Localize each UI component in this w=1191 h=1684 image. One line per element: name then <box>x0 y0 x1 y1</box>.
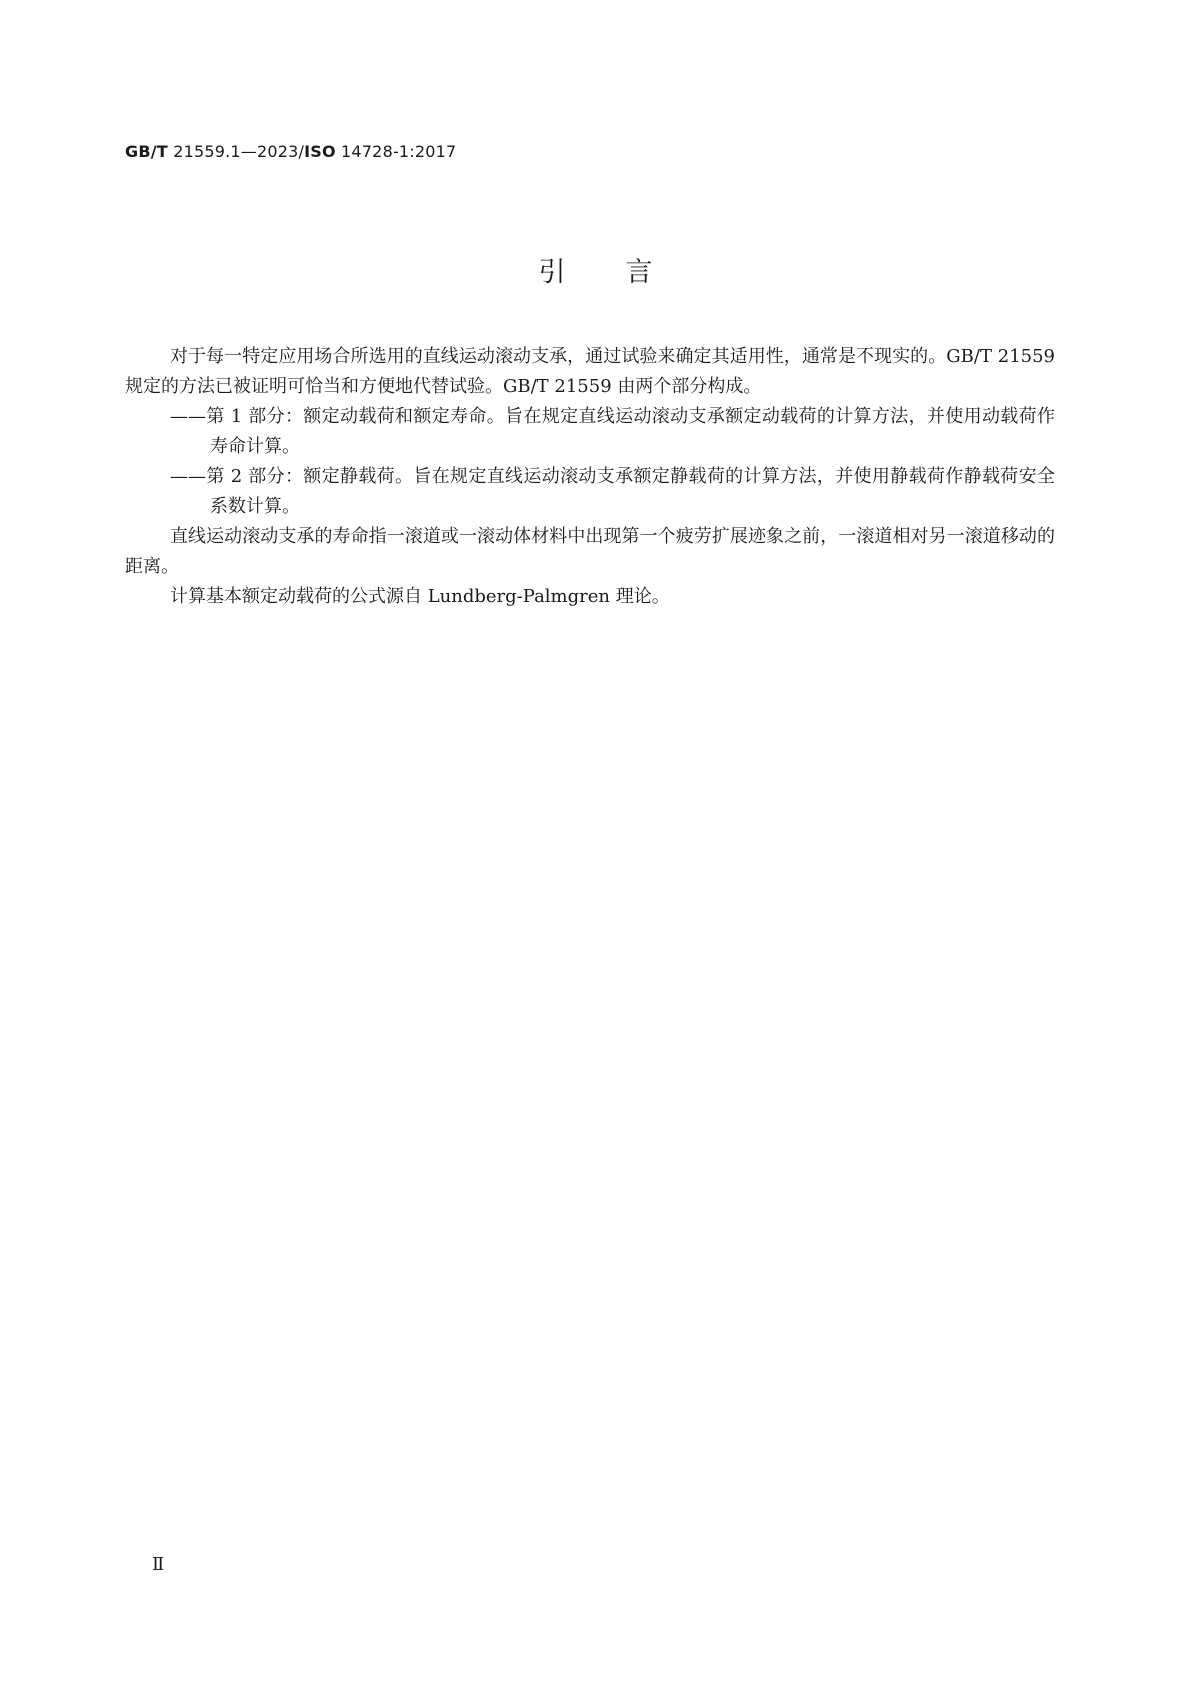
standard-code: GB/T <box>125 142 168 161</box>
paragraph-life-definition: 直线运动滚动支承的寿命指一滚道或一滚动体材料中出现第一个疲劳扩展迹象之前，一滚道相对另一滚道移动的距离。 <box>125 526 1055 577</box>
introduction-body <box>125 342 1055 612</box>
iso-number: 14728-1:2017 <box>341 142 457 161</box>
paragraph-intro: 对于每一特定应用场合所选用的直线运动滚动支承，通过试验来确定其适用性，通常是不现实的。GB/T 21559 规定的方法已被证明可恰当和方便地代替试验。GB/T 21559 由两个部分构成。 <box>125 346 1055 397</box>
standard-number: 21559.1—2023/ <box>173 142 305 161</box>
paragraph-formula-source: 计算基本额定动载荷的公式源自 Lundberg-Palmgren 理论。 <box>170 586 670 607</box>
list-item-part-2: ——第 2 部分：额定静载荷。旨在规定直线运动滚动支承额定静载荷的计算方法，并使用静载荷作静载荷安全系数计算。 <box>170 466 1055 517</box>
page-number: Ⅱ <box>152 1554 165 1575</box>
list-item-part-1: ——第 1 部分：额定动载荷和额定寿命。旨在规定直线运动滚动支承额定动载荷的计算方法，并使用动载荷作寿命计算。 <box>170 406 1055 457</box>
page-title: 引言 <box>538 257 713 288</box>
iso-code: ISO <box>304 142 336 161</box>
standard-header <box>125 142 456 161</box>
